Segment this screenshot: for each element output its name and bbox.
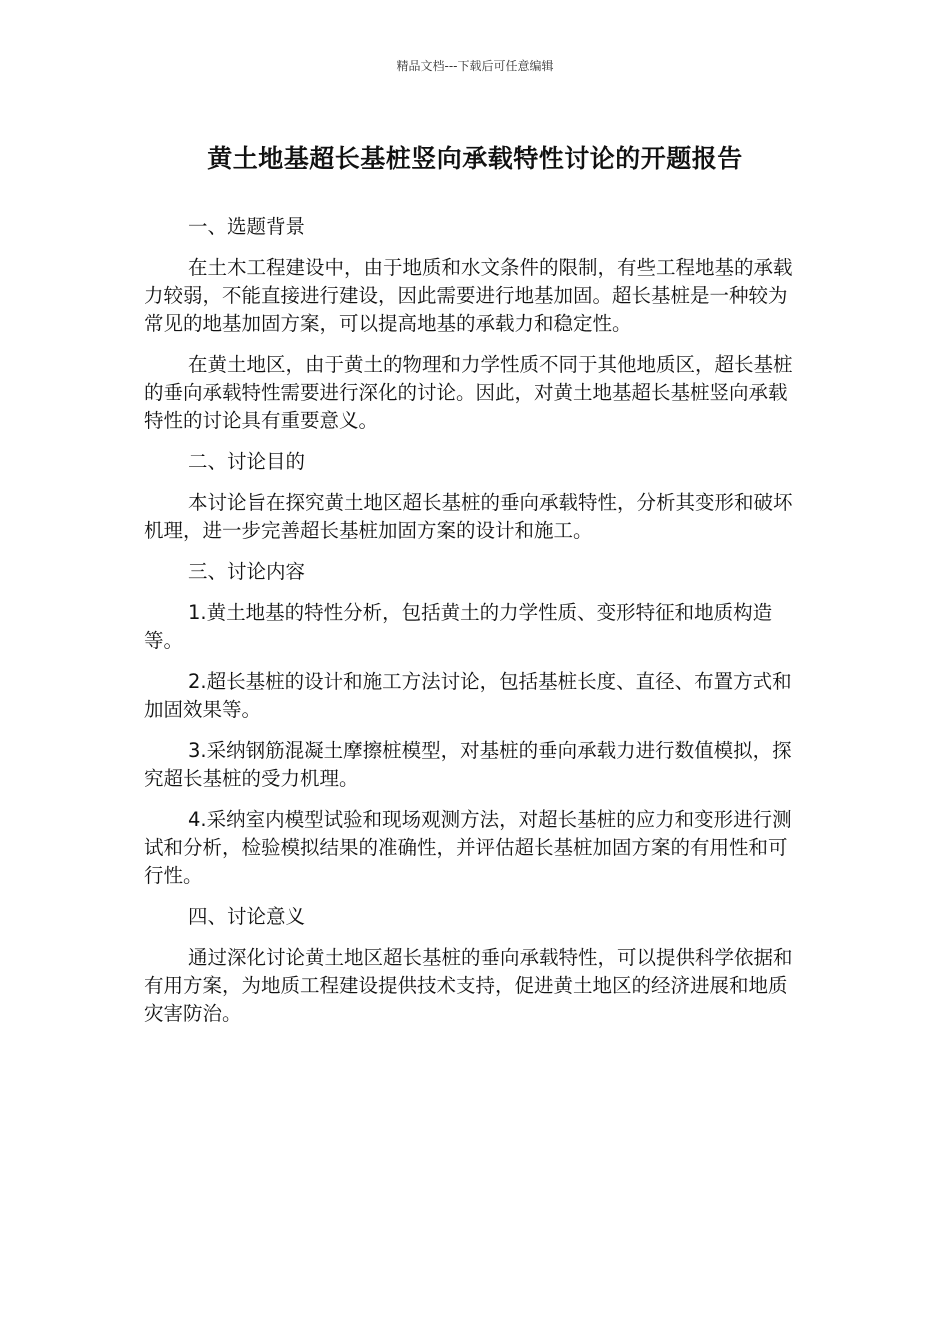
list-item: 2.超长基桩的设计和施工方法讨论，包括基桩长度、直径、布置方式和加固效果等。 <box>144 670 792 721</box>
section-heading-purpose: 二、讨论目的 <box>188 450 306 473</box>
section-heading-content: 三、讨论内容 <box>188 560 306 583</box>
list-item: 4.采纳室内模型试验和现场观测方法，对超长基桩的应力和变形进行测试和分析，检验模拟结果的准确性，并评估超长基桩加固方案的有用性和可行性。 <box>144 808 792 887</box>
paragraph: 在土木工程建设中，由于地质和水文条件的限制，有些工程地基的承载力较弱，不能直接进行建设，因此需要进行地基加固。超长基桩是一种较为常见的地基加固方案，可以提高地基的承载力和稳定性。 <box>144 256 793 335</box>
paragraph: 通过深化讨论黄土地区超长基桩的垂向承载特性，可以提供科学依据和有用方案，为地质工程建设提供技术支持，促进黄土地区的经济进展和地质灾害防治。 <box>144 946 793 1025</box>
list-item: 1.黄土地基的特性分析，包括黄土的力学性质、变形特征和地质构造等。 <box>144 601 773 652</box>
list-item: 3.采纳钢筋混凝土摩擦桩模型，对基桩的垂向承载力进行数值模拟，探究超长基桩的受力机理。 <box>144 739 792 790</box>
section-heading-significance: 四、讨论意义 <box>188 905 306 928</box>
header-note: 精品文档---下载后可任意编辑 <box>396 59 554 73</box>
paragraph: 在黄土地区，由于黄土的物理和力学性质不同于其他地质区，超长基桩的垂向承载特性需要进行深化的讨论。因此，对黄土地基超长基桩竖向承载特性的讨论具有重要意义。 <box>144 353 793 432</box>
document-title: 黄土地基超长基桩竖向承载特性讨论的开题报告 <box>207 144 743 173</box>
paragraph: 本讨论旨在探究黄土地区超长基桩的垂向承载特性，分析其变形和破坏机理，进一步完善超长基桩加固方案的设计和施工。 <box>144 491 793 542</box>
document-body <box>144 213 796 1041</box>
section-heading-background: 一、选题背景 <box>188 215 306 238</box>
